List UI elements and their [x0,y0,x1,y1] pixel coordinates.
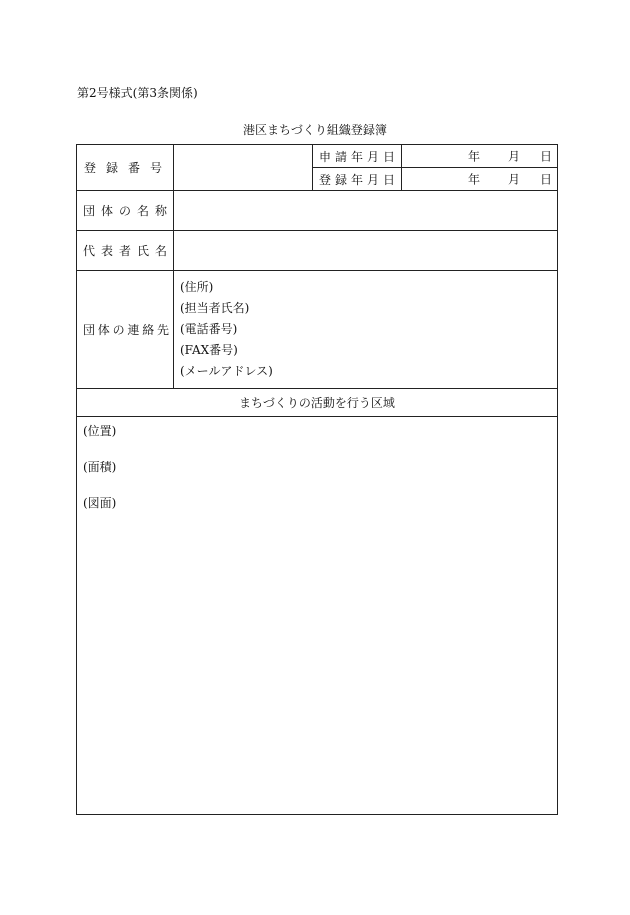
day-unit: 日 [540,149,553,164]
label-char: 登 [84,161,97,175]
contact-field[interactable] [174,271,558,389]
label-char: 録 [105,161,118,175]
registration-number-label [77,145,174,191]
label-char: 登 [319,172,332,187]
label-char: の [118,204,131,218]
address-line: (住所) [180,280,214,294]
day-unit: 日 [540,172,553,187]
month-unit: 月 [508,172,521,187]
activity-area-title: まちづくりの活動を行う区域 [77,389,558,417]
document-title: 港区まちづくり組織登録簿 [243,123,387,137]
registration-date-label [313,168,402,191]
label-char: 氏 [136,244,149,258]
contact-person-line: (担当者氏名) [180,301,250,315]
location-line: (位置) [83,424,117,438]
label-char: 年 [350,149,363,164]
phone-line: (電話番号) [180,322,238,336]
label-char: 日 [382,149,395,164]
registration-number-field[interactable] [174,145,313,191]
label-char: 団 [83,323,96,337]
label-char: 名 [136,204,149,218]
label-char: 称 [154,204,167,218]
label-char: 者 [118,244,131,258]
label-char: 年 [350,172,363,187]
drawing-line: (図面) [83,496,117,510]
activity-area-field[interactable] [77,417,558,815]
group-name-label [77,191,174,231]
year-unit: 年 [468,172,481,187]
group-name-field[interactable] [174,191,558,231]
fax-line: (FAX番号) [180,343,238,357]
registration-form-table [76,144,558,815]
email-line: (メールアドレス) [180,364,273,378]
registration-date-field[interactable] [402,168,558,191]
label-char: 表 [100,244,113,258]
label-char: 日 [382,172,395,187]
label-char: 月 [366,172,379,187]
label-char: 体 [97,323,110,337]
label-char: 体 [100,204,113,218]
label-char: 名 [154,244,167,258]
form-number: 第2号様式(第3条関係) [77,86,198,100]
label-char: 号 [149,161,162,175]
label-char: 申 [319,149,332,164]
application-date-label [313,145,402,168]
label-char: の [112,323,125,337]
label-char: 月 [366,149,379,164]
representative-field[interactable] [174,231,558,271]
year-unit: 年 [468,149,481,164]
label-char: 録 [334,172,347,187]
label-char: 絡 [142,323,155,337]
contact-label [77,271,174,389]
area-size-line: (面積) [83,460,117,474]
application-date-field[interactable] [402,145,558,168]
label-char: 団 [83,204,96,218]
label-char: 請 [334,149,347,164]
representative-label [77,231,174,271]
month-unit: 月 [508,149,521,164]
label-char: 先 [156,323,169,337]
label-char: 番 [127,161,140,175]
label-char: 連 [127,323,140,337]
label-char: 代 [83,244,96,258]
